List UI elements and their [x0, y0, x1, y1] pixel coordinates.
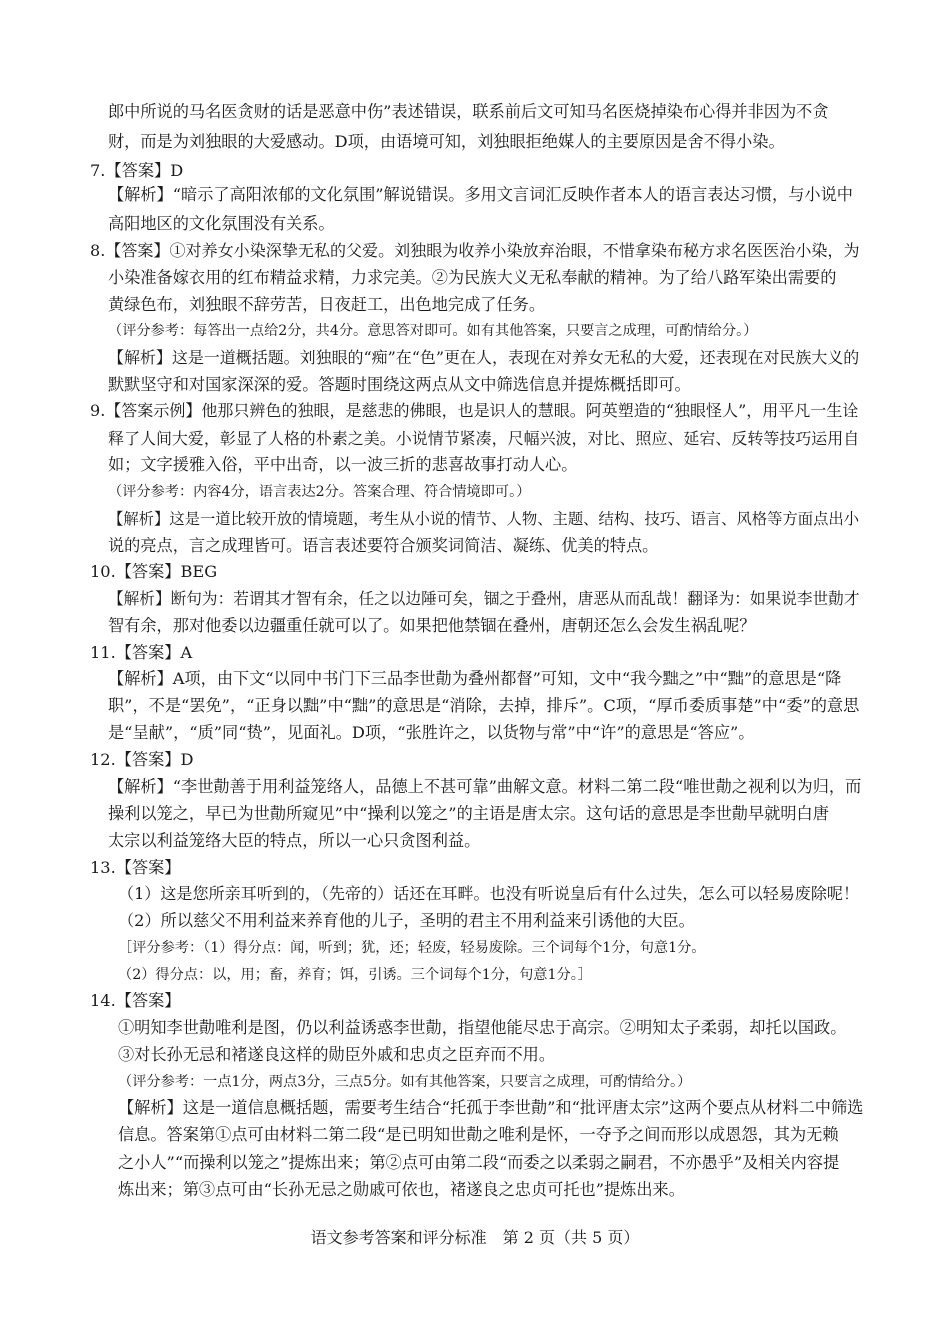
text-line: 高阳地区的文化氛围没有关系。 — [108, 214, 335, 233]
answer-heading: 9.【答案示例】他那只辨色的独眼，是慈悲的佛眼，也是识人的慧眼。阿英塑造的“独眼怪人”，用平凡一生诠 — [90, 401, 859, 420]
text-line: 财，而是为刘独眼的大爱感动。D项，由语境可知，刘独眼拒绝媒人的主要原因是舍不得小染。 — [108, 132, 785, 151]
text-line: （1）这是您所亲耳听到的，（先帝的）话还在耳畔。也没有听说皇后有什么过失，怎么可以轻易废除呢！ — [118, 884, 860, 903]
analysis-text: 【解析】“暗示了高阳浓郁的文化氛围”解说错误。多用文言词汇反映作者本人的语言表达习惯，与小说中 — [108, 185, 853, 204]
scoring-note: ［评分参考：（1）得分点：闻，听到；犹，还；轻废，轻易废除。三个词每个1分，句意1分。 — [118, 940, 706, 956]
analysis-text: 【解析】这是一道比较开放的情境题，考生从小说的情节、人物、主题、结构、技巧、语言、风格等方面点出小 — [108, 510, 860, 528]
text-line: 默默坚守和对国家深深的爱。答题时围绕这两点从文中筛选信息并提炼概括即可。 — [108, 375, 691, 394]
text-line: 信息。答案第①点可由材料二第二段“是已明知世勣之唯利是怀，一夺予之间而形以成恩怨，其为无赖 — [118, 1125, 839, 1144]
answer-heading: 8.【答案】①对养女小染深挚无私的父爱。刘独眼为收养小染放弃治眼，不惜拿染布秘方求名医医治小染，为 — [90, 241, 860, 260]
scoring-note: （2）得分点：以，用；畜，养育；饵，引诱。三个词每个1分，句意1分。］ — [118, 967, 592, 983]
text-line: 太宗以利益笼络大臣的特点，所以一心只贪图利益。 — [108, 831, 481, 850]
text-line: 炼出来；第③点可由“长孙无忌之勋戚可依也，褚遂良之忠贞可托也”提炼出来。 — [118, 1180, 685, 1199]
analysis-text: 【解析】A项，由下文“以同中书门下三品李世勣为叠州都督”可知，文中“我今黜之”中“黜”的意思是“降 — [108, 669, 842, 688]
text-line: 是“呈献”，“质”同“贽”，见面礼。D项，“张胜许之，以货物与常”中“许”的意思是“答应”。 — [108, 723, 755, 742]
scoring-note: （评分参考：内容4分，语言表达2分。答案合理、符合情境即可。） — [108, 484, 531, 500]
answer-heading: 10.【答案】BEG — [90, 562, 218, 581]
page-footer: 语文参考答案和评分标准 第 2 页（共 5 页） — [310, 1228, 640, 1247]
answer-heading: 14.【答案】 — [90, 991, 181, 1010]
text-line: 说的亮点，言之成理皆可。语言表述要符合颁奖词简洁、凝练、优美的特点。 — [108, 536, 659, 555]
text-line: 职”，不是“罢免”，“正身以黜”中“黜”的意思是“消除，去掉，排斥”。C项，“厚币委质事楚”中“委”的意思 — [108, 696, 860, 715]
answer-heading: 12.【答案】D — [90, 750, 194, 769]
analysis-text: 【解析】断句为：若谓其才智有余，任之以边陲可矣，锢之于叠州，唐恶从而乱哉！翻译为：如果说李世勣才 — [108, 589, 860, 608]
text-line: 释了人间大爱，彰显了人格的朴素之美。小说情节紧凑，尺幅兴波，对比、照应、延宕、反转等技巧运用自 — [108, 429, 860, 448]
scoring-note: （评分参考：每答出一点给2分，共4分。意思答对即可。如有其他答案，只要言之成理，可酌情给分。） — [108, 323, 758, 339]
scoring-note: （评分参考：一点1分，两点3分，三点5分。如有其他答案，只要言之成理，可酌情给分。） — [118, 1074, 692, 1090]
answer-heading: 7.【答案】D — [90, 161, 184, 180]
analysis-text: 【解析】“李世勣善于用利益笼络人，品德上不甚可靠”曲解文意。材料二第二段“唯世勣之视利以为归，而 — [108, 777, 862, 796]
answer-heading: 13.【答案】 — [90, 858, 181, 877]
text-line: 之小人”“而操利以笼之”提炼出来；第②点可由第二段“而委之以柔弱之嗣君，不亦愚乎”及相关内容提 — [118, 1153, 840, 1172]
text-line: ①明知李世勣唯利是图，仍以利益诱惑李世勣，指望他能尽忠于高宗。②明知太子柔弱，却托以国政。 — [118, 1018, 847, 1037]
text-line: 如；文字援雅入俗，平中出奇，以一波三折的悲喜故事打动人心。 — [108, 455, 578, 474]
analysis-text: 【解析】这是一道信息概括题，需要考生结合“托孤于李世勣”和“批评唐太宗”这两个要点从材料二中筛选 — [118, 1098, 863, 1117]
text-line: 郎中所说的马名医贪财的话是恶意中伤”表述错误，联系前后文可知马名医烧掉染布心得并非因为不贪 — [108, 102, 829, 121]
analysis-text: 【解析】这是一道概括题。刘独眼的“痴”在“色”更在人，表现在对养女无私的大爱，还表现在对民族大义的 — [108, 348, 860, 367]
text-line: 小染准备嫁衣用的红布精益求精，力求完美。②为民族大义无私奉献的精神。为了给八路军染出需要的 — [108, 268, 837, 287]
text-line: 操利以笼之，早已为世勣所窥见”中“操利以笼之”的主语是唐太宗。这句话的意思是李世勣早就明白唐 — [108, 804, 829, 823]
answer-heading: 11.【答案】A — [90, 643, 193, 662]
text-line: （2）所以慈父不用利益来养育他的儿子，圣明的君主不用利益来引诱他的大臣。 — [118, 911, 695, 930]
text-line: 智有余，那对他委以边疆重任就可以了。如果把他禁锢在叠州，唐朝还怎么会发生祸乱呢？ — [108, 616, 756, 635]
text-line: ③对长孙无忌和褚遂良这样的勋臣外戚和忠贞之臣弃而不用。 — [118, 1045, 556, 1064]
text-line: 黄绿色布，刘独眼不辞劳苦，日夜赶工，出色地完成了任务。 — [108, 295, 546, 314]
